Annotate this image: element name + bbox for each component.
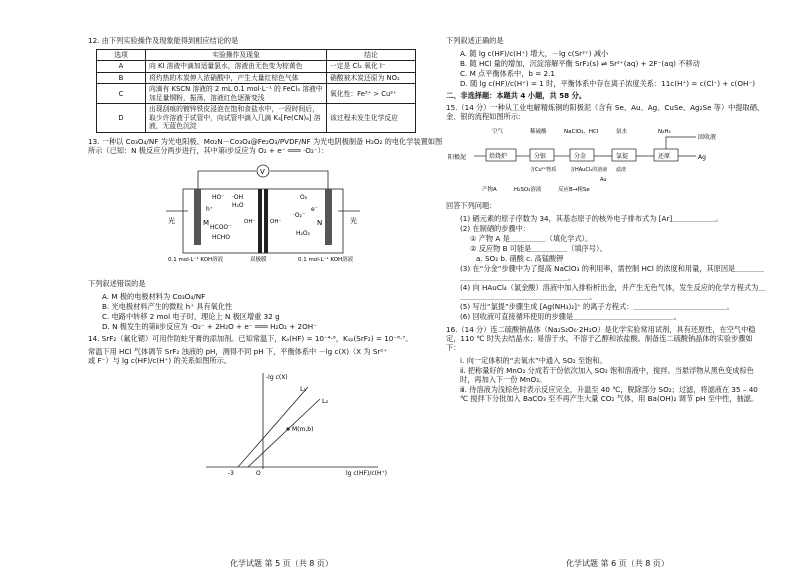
flow-output-au: Au: [600, 177, 607, 183]
footer-right: 化学试题 第 6 页（共 8 页）: [566, 559, 669, 568]
l2-label: L₂: [322, 396, 329, 405]
table-cell: 一定是 Cl₂ 氧化 I⁻: [327, 61, 416, 72]
flow-reagent-air: 空气: [492, 129, 504, 135]
flow-end-recycle: 回收液: [698, 134, 717, 141]
table-row: [97, 84, 416, 104]
q13-cell-diagram: [88, 159, 444, 277]
q14-graph: [88, 369, 444, 477]
flow-end-ag: Ag: [698, 154, 706, 161]
hcoo-label: HCOO⁻: [210, 223, 232, 231]
h2o-label: H₂O: [232, 201, 244, 209]
footer-left: 化学试题 第 5 页（共 8 页）: [230, 559, 333, 568]
q15-part: (6) 回收液可直接循环使用的步骤是＿＿＿＿＿＿＿＿＿＿＿＿＿＿。: [460, 312, 681, 321]
oh-label: ·OH: [232, 193, 244, 201]
membrane-left: [258, 189, 262, 253]
flow-box-chlor-label: 氯提: [616, 153, 629, 160]
q14-option-a: A. 随 lg c(HF)/c(H⁺) 增大，－lg c(Sr²⁺) 减小: [460, 49, 609, 58]
q14-stem-1: 14. SrF₂（氟化锶）可用作防蛀牙膏的添加剂。已知常温下，Kₐ(HF) = 10⁻⁴·⁶，Kₛₚ(SrF₂) = 10⁻⁸·⁷。: [88, 333, 413, 343]
origin-label: O: [256, 469, 261, 477]
flow-output-hauCl4: 含HAuCl₄的溶液: [570, 167, 608, 173]
solution-right-label: 0.1 mol·L⁻¹ KOH溶液: [298, 256, 354, 263]
table-row: [97, 61, 416, 72]
table-cell: A: [97, 61, 146, 72]
q13-option-d: D. N 极发生的第ⅱ步反应为 ·O₂⁻ + 2H₂O + e⁻ ═══ H₂O₂ + 2OH⁻: [102, 321, 317, 331]
q14-option-b: B. 随 HCl 量的增加，沉淀溶解平衡 SrF₂(s) ⇌ Sr²⁺(aq) + 2F⁻(aq) 不移动: [460, 59, 700, 68]
o2rad-label: ·O₂⁻: [293, 211, 306, 219]
line-l2: [248, 399, 320, 467]
ho-label: HO⁻: [212, 193, 225, 201]
q13-option-c: C. 电路中转移 2 mol 电子时，理论上 N 极区增重 32 g: [102, 311, 280, 321]
flow-reagent-n2h4: N₂H₄: [658, 129, 671, 135]
flow-reagent-naclo3: NaClO₃、HCl: [564, 129, 599, 135]
q13-option-b: B. 光电极材料产生的微粒 h⁺ 具有氧化性: [102, 301, 233, 311]
h2o2-label: H₂O₂: [296, 229, 311, 237]
table-cell: C: [97, 84, 146, 104]
q15-part: (5) 写出“氯提”步骤生成 [Ag(NH₃)₂]⁺ 的离子方程式：＿＿＿＿＿＿＿＿＿＿＿＿＿。: [460, 302, 734, 311]
table-cell: 向滴有 KSCN 溶液的 2 mL 0.1 mol·L⁻¹ 的 FeCl₃ 溶液中加足量铜粉，振荡，溶液红色逐渐变浅: [146, 84, 327, 104]
q15-part: ② 反应物 B 可能是＿＿＿＿＿（填序号）。: [470, 244, 607, 253]
solution-left-label: 0.1 mol·L⁻¹ KOH溶液: [168, 256, 224, 263]
table-row: [97, 72, 416, 83]
q12-stem: 12. 由下列实验操作及现象能得到相应结论的是: [88, 36, 239, 45]
membrane-label: 双极膜: [250, 256, 267, 263]
flow-h2so3: H₂SO₃溶液: [514, 187, 542, 193]
right-page: [446, 36, 766, 404]
e-minus-label: e⁻: [311, 205, 318, 213]
q13-intro: 下列叙述错误的是: [88, 278, 146, 288]
q15-flowchart: [446, 125, 766, 199]
flow-output-cu: 含Cu²⁺物质: [530, 167, 557, 173]
q15-part: (2) 在制硒的步骤中：: [460, 224, 530, 233]
q13-option-a: A. M 极的电极材料为 Co₃O₄/NF: [102, 291, 206, 301]
q16-step: ⅲ. 待溶液为浅棕色时表示反应完全，升温至 40 ℃，脱除部分 SO₂；过滤，将滤液在 35 – 40 ℃ 搅拌下分批加入 BaCO₃ 至不再产生大量 CO₂ 气体，用 Ba(OH)₂ 调节 pH 至中性，抽滤。: [460, 385, 759, 403]
flow-reagent-acid: 稀硫酸: [530, 129, 547, 135]
table-cell: 向 KI 溶液中滴加适量氯水，溶液由无色变为棕黄色: [146, 61, 327, 72]
flow-box-gold-label: 分金: [574, 153, 587, 160]
q16-step: ⅰ. 向一定体积的“去氧水”中通入 SO₂ 至饱和。: [460, 356, 607, 365]
flow-reagent-ammonia: 氨水: [616, 129, 628, 135]
q15-intro: 回答下列问题：: [446, 201, 497, 210]
flow-se: 反应B→粗Se: [558, 187, 590, 193]
q15-part: (4) 向 HAuCl₄（氯金酸）溶液中加入排粉析出金，并产生无色气体，发生反应的化学方程式为＿＿＿＿＿＿＿＿＿＿＿＿＿＿＿＿＿＿＿。: [460, 283, 766, 301]
h-plus-label: h⁺: [206, 205, 213, 213]
electrode-n-label: N: [317, 218, 323, 227]
q15-part: (1) 硒元素的原子序数为 34，其基态原子的核外电子排布式为 [Ar]＿＿＿＿＿＿。: [460, 214, 723, 223]
light-label-left: 光: [168, 216, 175, 225]
flow-box-silver-label: 分银: [534, 153, 547, 160]
q16-stem: 16.（14 分）连二硫酸钠晶体（Na₂S₂O₆·2H₂O）是化学实验常用试剂，具有还原性，在空气中稳定，110 ℃ 时失去结晶水；易溶于水，不溶于乙醇和浓盐酸。制备连二硫酸钠晶体的实验步骤如下：: [446, 325, 756, 352]
q14-stem-3: 或 F⁻）与 lg c(HF)/c(H⁺) 的关系如图所示。: [88, 355, 231, 365]
o2-label: O₂: [300, 193, 308, 201]
flow-box-roast-label: 焙烧炉: [489, 153, 508, 160]
flow-product-a: 产物A: [482, 187, 497, 193]
table-cell: 硝酸被木炭还原为 NO₂: [327, 72, 416, 83]
light-label-right: 光: [350, 216, 357, 225]
point-m-label: M(m,b): [292, 425, 314, 433]
table-cell: D: [97, 104, 146, 132]
q14-stem-2: 常温下用 HCl 气体调节 SrF₂ 浊液的 pH，测得不同 pH 下，平衡体系中 －lg c(X)（X 为 Sr²⁺: [88, 346, 388, 356]
table-cell: 氧化性：Fe³⁺ > Cu²⁺: [327, 84, 416, 104]
left-page: [88, 36, 444, 477]
l1-label: L₁: [300, 384, 307, 393]
y-axis-label: -lg c(X): [266, 373, 288, 381]
x-axis-label: lg c(HF)/c(H⁺): [346, 469, 388, 477]
point-m: [286, 427, 289, 430]
q15-stem: 15.（14 分）一种从工业电解精炼铜的阳极泥（含有 Se、Au、Ag、CuSe、Ag₂Se 等）中提取硒、金、银的流程如图所示：: [446, 103, 765, 121]
membrane-right: [264, 189, 268, 253]
x-tick-label: -3: [228, 469, 234, 477]
table-header: 结论: [327, 50, 416, 61]
flow-output-residue: 滤渣: [616, 167, 627, 173]
table-cell: B: [97, 72, 146, 83]
electrode-n: [325, 189, 332, 245]
table-row: [97, 104, 416, 132]
q14-cont-intro: 下列叙述正确的是: [446, 36, 504, 45]
q15-part: a. SO₂ b. 硝酸 c. 高锰酸钾: [476, 254, 564, 263]
q15-part: (3) 在“分金”步骤中为了提高 NaClO₃ 的利用率，需控制 HCl 的浓度和用量，其原因是＿＿＿＿＿＿＿＿＿＿＿＿＿＿＿＿＿＿＿。: [460, 264, 764, 282]
q13-stem: 13. 一种以 Co₃O₄/NF 为光电阳极、Mo₂N－Co₃O₄@Fe₂O₃/PVDF/NF 为光电阴极制备 H₂O₂ 的电化学装置如图所示（已知：N 极反应分两步进行，其中第ⅰ步反应为 O₂ + e⁻ ═══ ·O₂⁻）：: [88, 136, 443, 155]
q16-step: ⅱ. 把称量好的 MnO₂ 分成若干份依次加入 SO₂ 饱和溶液中，搅拌。当悬浮物从黑色变成棕色时，再加入下一份 MnO₂。: [460, 366, 754, 384]
section-heading: 二、非选择题：本题共 4 小题，共 58 分。: [446, 91, 587, 100]
q14-option-d: D. 随 lg c(HF)/c(H⁺) = 1 时，平衡体系中存在离子浓度关系：11c(H⁺) = c(Cl⁻) + c(OH⁻): [460, 79, 756, 88]
table-header: 选项: [97, 50, 146, 61]
table-cell: 该过程未发生化学反应: [327, 104, 416, 132]
table-header-row: [97, 50, 416, 61]
hcho-label: HCHO: [212, 233, 230, 241]
oh-mid-right: OH⁻: [270, 218, 282, 225]
flow-start: 阳极泥: [448, 154, 467, 161]
table-cell: 出现刮痕的镀锌铁皮浸泡在饱和食盐水中，一段时间后，取少许溶液于试管中，向试管中滴入几滴 K₃[Fe(CN)₆] 溶液，无蓝色沉淀: [146, 104, 327, 132]
flow-box-reduce-label: 还原: [658, 153, 671, 160]
electrode-m: [194, 189, 201, 245]
table-header: 实验操作及现象: [146, 50, 327, 61]
table-cell: 将灼热的木炭伸入浓硝酸中，产生大量红棕色气体: [146, 72, 327, 83]
q12-table: [96, 49, 416, 133]
meter-label: V: [260, 167, 265, 176]
q15-part: ① 产物 A 是＿＿＿＿＿（填化学式）。: [470, 234, 593, 243]
q14-option-c: C. M 点平衡体系中，b = 2.1: [460, 69, 555, 78]
electrode-m-label: M: [203, 218, 210, 227]
oh-mid-left: OH⁻: [244, 218, 256, 225]
